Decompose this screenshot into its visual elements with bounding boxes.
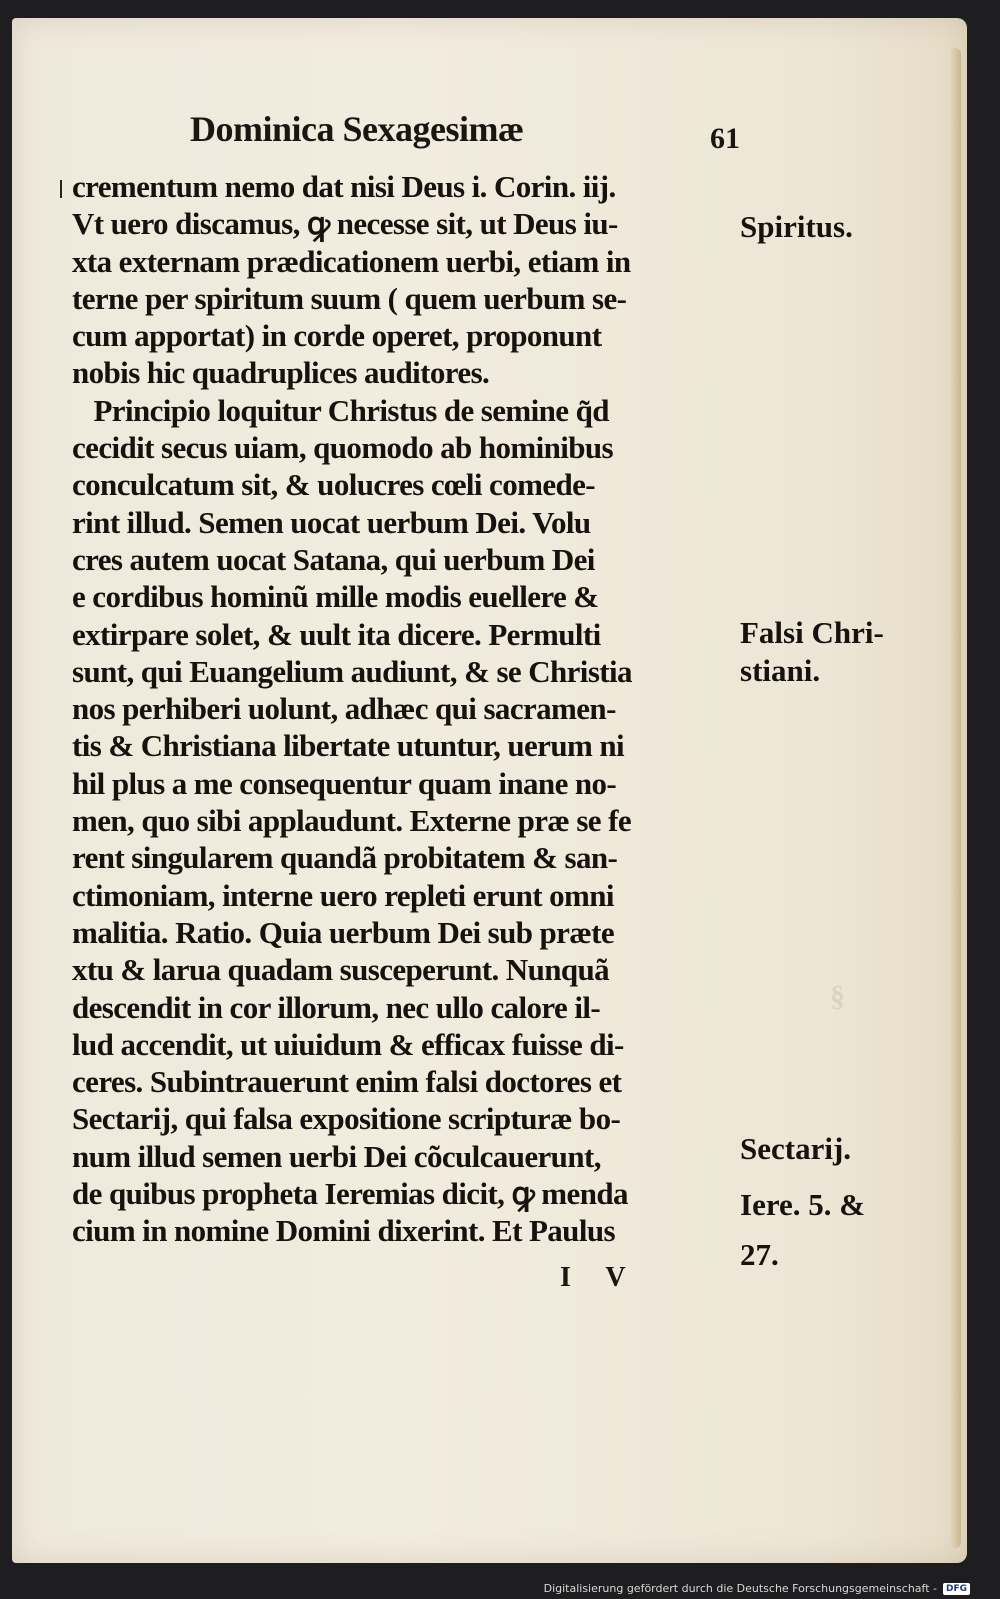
body-text [72,168,737,1250]
text-line: terne per spiritum suum ( quem uerbum se- [72,280,627,316]
text-line: cium in nomine Domini dixerint. Et Paulus [72,1213,615,1249]
margin-note-spiritus: Spiritus. [740,209,853,244]
text-line: ctimoniam, interne uero repleti erunt omni [72,877,614,913]
text-line: Sectarij, qui falsa expositione scripturæ bo- [72,1101,621,1137]
margin-note-iere-reference-cont: 27. [740,1237,779,1272]
text-line: cum apportat) in corde operet, proponunt [72,318,602,354]
text-line: extirpare solet, & uult ita dicere. Permulti [72,616,601,652]
credit-text: Digitalisierung gefördert durch die Deutsche Forschungsgemeinschaft - [543,1582,937,1595]
text-line: e cordibus hominũ mille modis euellere & [72,579,599,615]
text-line: conculcatum sit, & uolucres cœli comede- [72,467,595,503]
text-line: lud accendit, ut uiuidum & efficax fuisse di- [72,1026,624,1062]
text-line: cres autem uocat Satana, qui uerbum Dei [72,541,595,577]
margin-note-falsi-christiani: Falsi Chri- [740,615,884,650]
text-line: rint illud. Semen uocat uerbum Dei. Volu [72,504,591,540]
text-line: nobis hic quadruplices auditores. [72,355,490,391]
margin-note-iere-reference: Iere. 5. & [740,1187,866,1222]
text-line: rent singularem quandã probitatem & san- [72,840,618,876]
page-edge [951,48,961,1548]
text-line: de quibus propheta Ieremias dicit, ꝙ menda [72,1176,628,1212]
margin-note-falsi-christiani-cont: stiani. [740,653,821,688]
text-line: Vt uero discamus, ꝙ necesse sit, ut Deus iu- [72,206,618,242]
dfg-logo: DFG [943,1583,970,1595]
text-line: num illud semen uerbi Dei cõculcauerunt, [72,1138,601,1174]
text-line: Principio loquitur Christus de semine q̃d [72,392,609,428]
signature-mark: I V [560,1262,640,1293]
text-line: men, quo sibi applaudunt. Externe præ se fe [72,803,631,839]
text-line: hil plus a me consequentur quam inane no- [72,765,617,801]
text-line: nos perhiberi uolunt, adhæc qui sacramen- [72,691,616,727]
bleed-through-text: § [830,980,845,1013]
margin-note-sectarii: Sectarij. [740,1131,852,1166]
text-line: ceres. Subintrauerunt enim falsi doctores et [72,1064,622,1100]
running-head: Dominica Sexagesimæ [190,109,524,149]
text-line: descendit in cor illorum, nec ullo calore il- [72,989,601,1025]
text-line: cecidit secus uiam, quomodo ab hominibus [72,430,613,466]
folio-number: 61 [710,122,740,155]
text-line: xtu & larua quadam susceperunt. Nunquã [72,952,610,988]
text-line: malitia. Ratio. Quia uerbum Dei sub præte [72,914,615,950]
digitization-credit [544,1582,970,1595]
text-line: crementum nemo dat nisi Deus i. Corin. iij. [72,169,616,204]
margin-tick [60,180,62,198]
text-line: sunt, qui Euangelium audiunt, & se Christia [72,653,632,689]
text-line: xta externam prædicationem uerbi, etiam in [72,243,631,279]
text-line: tis & Christiana libertate utuntur, uerum ni [72,728,625,764]
